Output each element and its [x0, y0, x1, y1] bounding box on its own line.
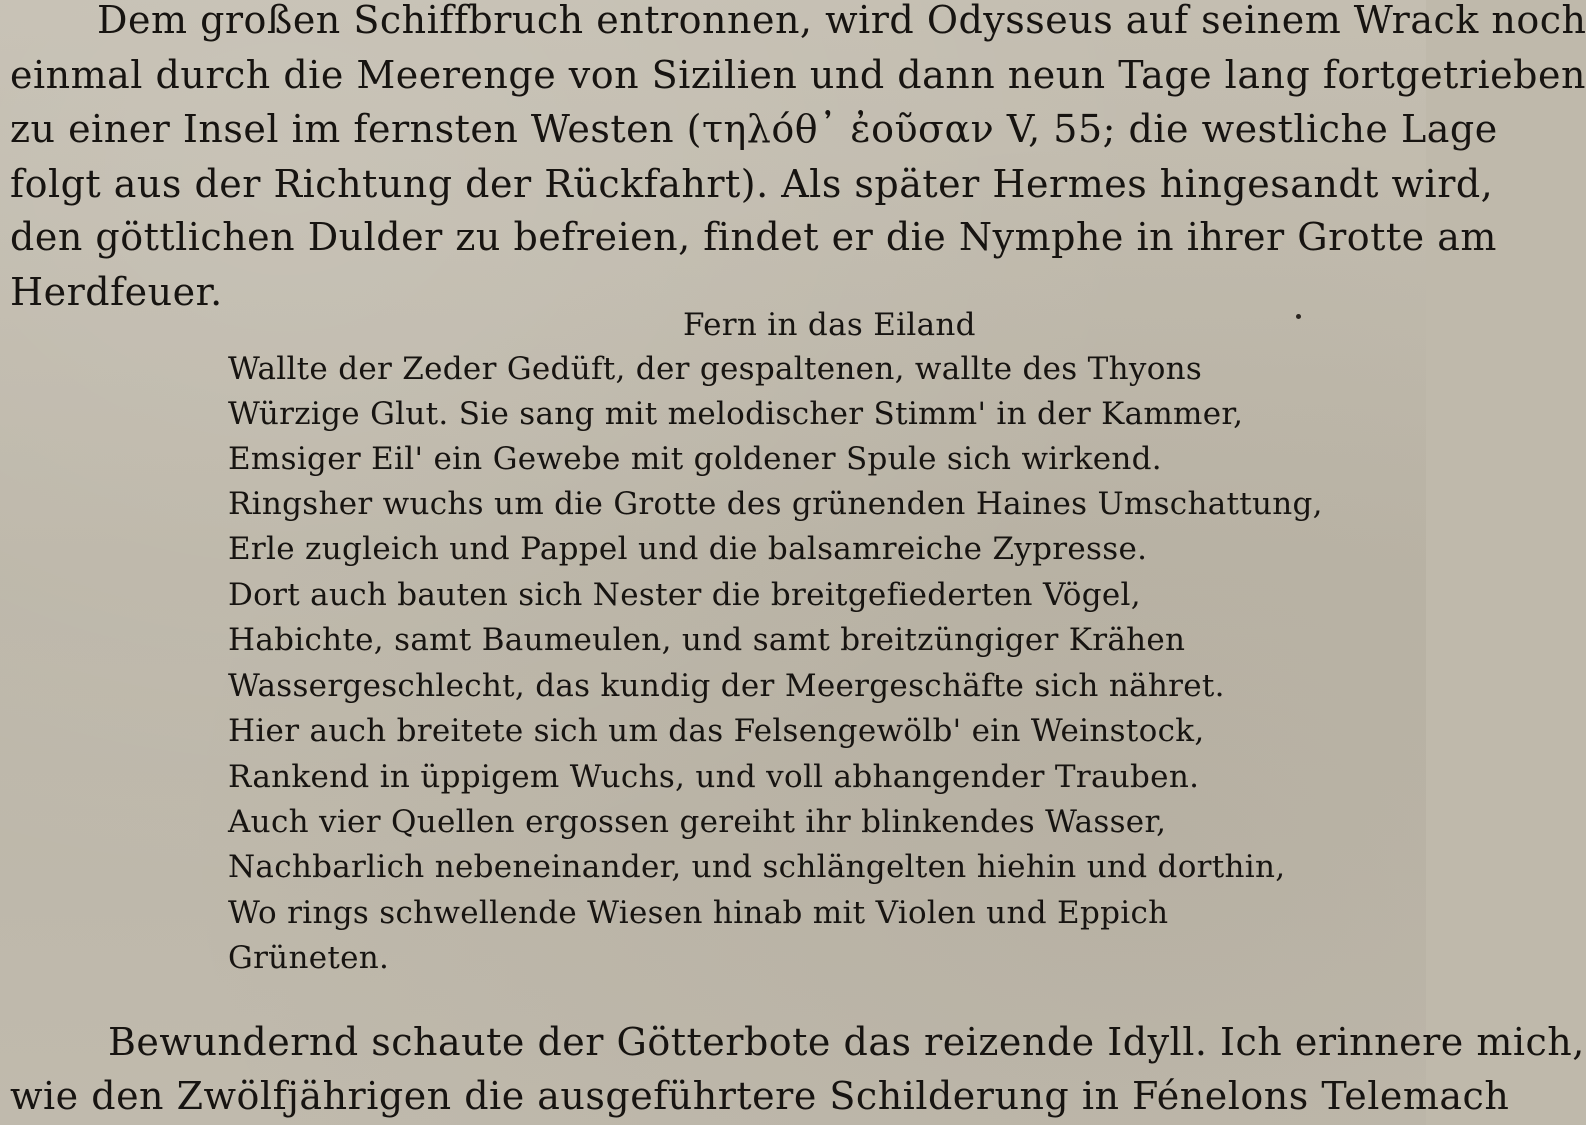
- verse-line-15: Grüneten.: [228, 940, 390, 976]
- verse-line-13: Nachbarlich nebeneinander, und schlängelten hiehin und dorthin,: [228, 849, 1286, 885]
- verse-line-2: Wallte der Zeder Gedüft, der gespaltenen, wallte des Thyons: [228, 351, 1203, 387]
- verse-line-11: Rankend in üppigem Wuchs, und voll abhangender Trauben.: [228, 759, 1200, 795]
- verse-line-9: Wassergeschlecht, das kundig der Meergeschäfte sich nähret.: [228, 668, 1225, 704]
- paragraph-1-line-3: zu einer Insel im fernsten Westen (τηλόθ᾽ ἐοῦσαν V, 55; die westliche Lage: [10, 107, 1498, 151]
- verse-line-3: Würzige Glut. Sie sang mit melodischer Stimm' in der Kammer,: [228, 396, 1244, 432]
- verse-line-1: Fern in das Eiland: [683, 307, 976, 343]
- paragraph-1-line-1: Dem großen Schiffbruch entronnen, wird Odysseus auf seinem Wrack noch: [97, 0, 1586, 42]
- paragraph-1-line-4: folgt aus der Richtung der Rückfahrt). Als später Hermes hingesandt wird,: [10, 162, 1494, 206]
- paragraph-2-line-1: Bewundernd schaute der Götterbote das reizende Idyll. Ich erinnere mich,: [108, 1020, 1585, 1064]
- paragraph-1-line-2: einmal durch die Meerenge von Sizilien und dann neun Tage lang fortgetrieben: [10, 53, 1586, 97]
- verse-line-7: Dort auch bauten sich Nester die breitgefiederten Vögel,: [228, 577, 1141, 613]
- verse-line-14: Wo rings schwellende Wiesen hinab mit Violen und Eppich: [228, 895, 1169, 931]
- paragraph-1-line-5: den göttlichen Dulder zu befreien, findet er die Nymphe in ihrer Grotte am: [10, 215, 1497, 259]
- verse-line-12: Auch vier Quellen ergossen gereiht ihr blinkendes Wasser,: [228, 804, 1167, 840]
- verse-line-5: Ringsher wuchs um die Grotte des grünenden Haines Umschattung,: [228, 486, 1323, 522]
- verse-line-4: Emsiger Eil' ein Gewebe mit goldener Spule sich wirkend.: [228, 441, 1162, 477]
- paragraph-2-line-2: wie den Zwölfjährigen die ausgeführtere Schilderung in Fénelons Telemach: [10, 1074, 1510, 1118]
- verse-line-6: Erle zugleich und Pappel und die balsamreiche Zypresse.: [228, 531, 1148, 567]
- verse-line-10: Hier auch breitete sich um das Felsengewölb' ein Weinstock,: [228, 713, 1205, 749]
- ink-speck: [1296, 314, 1301, 319]
- paragraph-1-line-6: Herdfeuer.: [10, 270, 223, 314]
- verse-line-8: Habichte, samt Baumeulen, und samt breitzüngiger Krähen: [228, 622, 1186, 658]
